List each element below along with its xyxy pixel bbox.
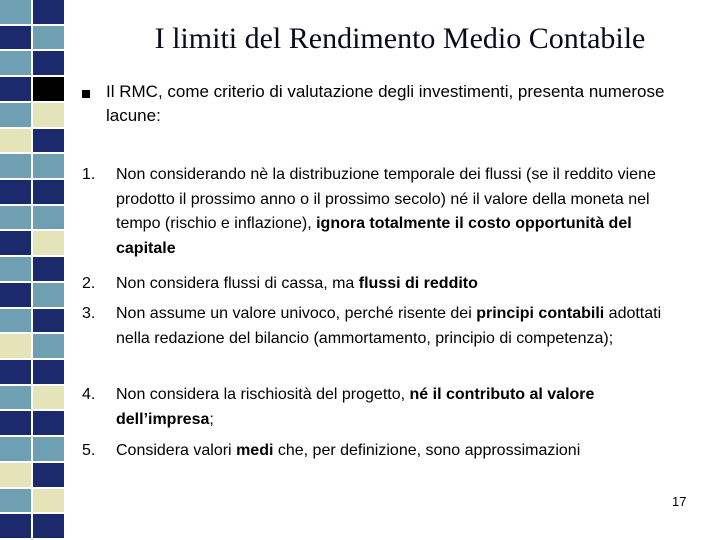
stripe-block	[33, 0, 64, 24]
stripe-block	[33, 514, 64, 538]
stripe-block	[0, 437, 31, 461]
stripe-block	[33, 51, 64, 75]
item-text-part: adottati nella redazione del bilancio (ammortamento, principio di competenza);	[116, 305, 662, 347]
stripe-block	[33, 334, 64, 358]
item-number: 1.	[82, 166, 96, 183]
stripe-block	[0, 77, 31, 101]
stripe-block	[33, 129, 64, 153]
stripe-block	[33, 309, 64, 333]
item-text-bold: medi	[236, 442, 274, 459]
item-text-part: Non considera la rischiosità del progetto,	[116, 386, 410, 403]
item-text-part: ;	[209, 410, 214, 428]
stripe-block	[0, 309, 31, 333]
item-text-bold: flussi di reddito	[358, 275, 478, 292]
item-number: 4.	[82, 386, 96, 403]
stripe-block	[33, 411, 64, 435]
item-text-part: Non assume un valore univoco, perché risente dei	[116, 305, 477, 322]
stripe-block	[0, 489, 31, 513]
square-bullet-icon	[82, 90, 90, 98]
item-text	[116, 439, 676, 464]
item-number: 5.	[82, 442, 96, 459]
stripe-block	[33, 206, 64, 230]
stripe-block	[33, 180, 64, 204]
stripe-block	[0, 257, 31, 281]
stripe-block	[33, 26, 64, 50]
stripe-block	[33, 360, 64, 384]
stripe-block	[33, 386, 64, 410]
stripe-block	[33, 231, 64, 255]
stripe-block	[0, 283, 31, 307]
stripe-block	[0, 231, 31, 255]
item-text-bold: ignora totalmente il costo opportunità del capitale	[116, 215, 632, 257]
item-number: 2.	[82, 275, 96, 292]
stripe-block	[33, 77, 64, 101]
stripe-block	[0, 386, 31, 410]
decorative-stripe	[0, 0, 66, 540]
stripe-block	[33, 103, 64, 127]
stripe-block	[33, 489, 64, 513]
item-text	[116, 383, 676, 432]
stripe-block	[0, 129, 31, 153]
stripe-block	[0, 411, 31, 435]
item-text	[116, 163, 676, 261]
item-text	[116, 272, 676, 297]
item-text-part: Considera valori	[116, 442, 237, 459]
stripe-block	[33, 154, 64, 178]
item-text-part: Non considerando nè la distribuzione temporale dei flussi (se il reddito viene prodotto il prossimo anno o il prossimo secolo) né il valore della moneta nel tempo (rischio e inflazione),	[116, 166, 656, 232]
stripe-block	[0, 0, 31, 24]
page-number: 17	[672, 494, 687, 509]
stripe-block	[33, 283, 64, 307]
stripe-block	[0, 180, 31, 204]
stripe-block	[0, 154, 31, 178]
stripe-block	[33, 257, 64, 281]
stripe-block	[0, 51, 31, 75]
item-text	[116, 302, 676, 351]
stripe-block	[33, 463, 64, 487]
stripe-block	[33, 437, 64, 461]
stripe-block	[0, 103, 31, 127]
stripe-block	[0, 206, 31, 230]
stripe-block	[0, 514, 31, 538]
stripe-block	[0, 463, 31, 487]
item-text-part: Non considera flussi di cassa, ma	[116, 275, 359, 292]
item-text-bold: né il contributo al valore dell’impresa	[116, 386, 595, 428]
intro-text: Il RMC, come criterio di valutazione degli investimenti, presenta numerose lacune:	[106, 82, 665, 125]
stripe-block	[0, 334, 31, 358]
item-text-part: che, per definizione, sono approssimazioni	[273, 442, 581, 459]
item-text-bold: principi contabili	[476, 305, 605, 322]
item-number: 3.	[82, 305, 96, 322]
stripe-block	[0, 26, 31, 50]
stripe-block	[0, 360, 31, 384]
slide-title: I limiti del Rendimento Medio Contabile	[154, 22, 646, 55]
